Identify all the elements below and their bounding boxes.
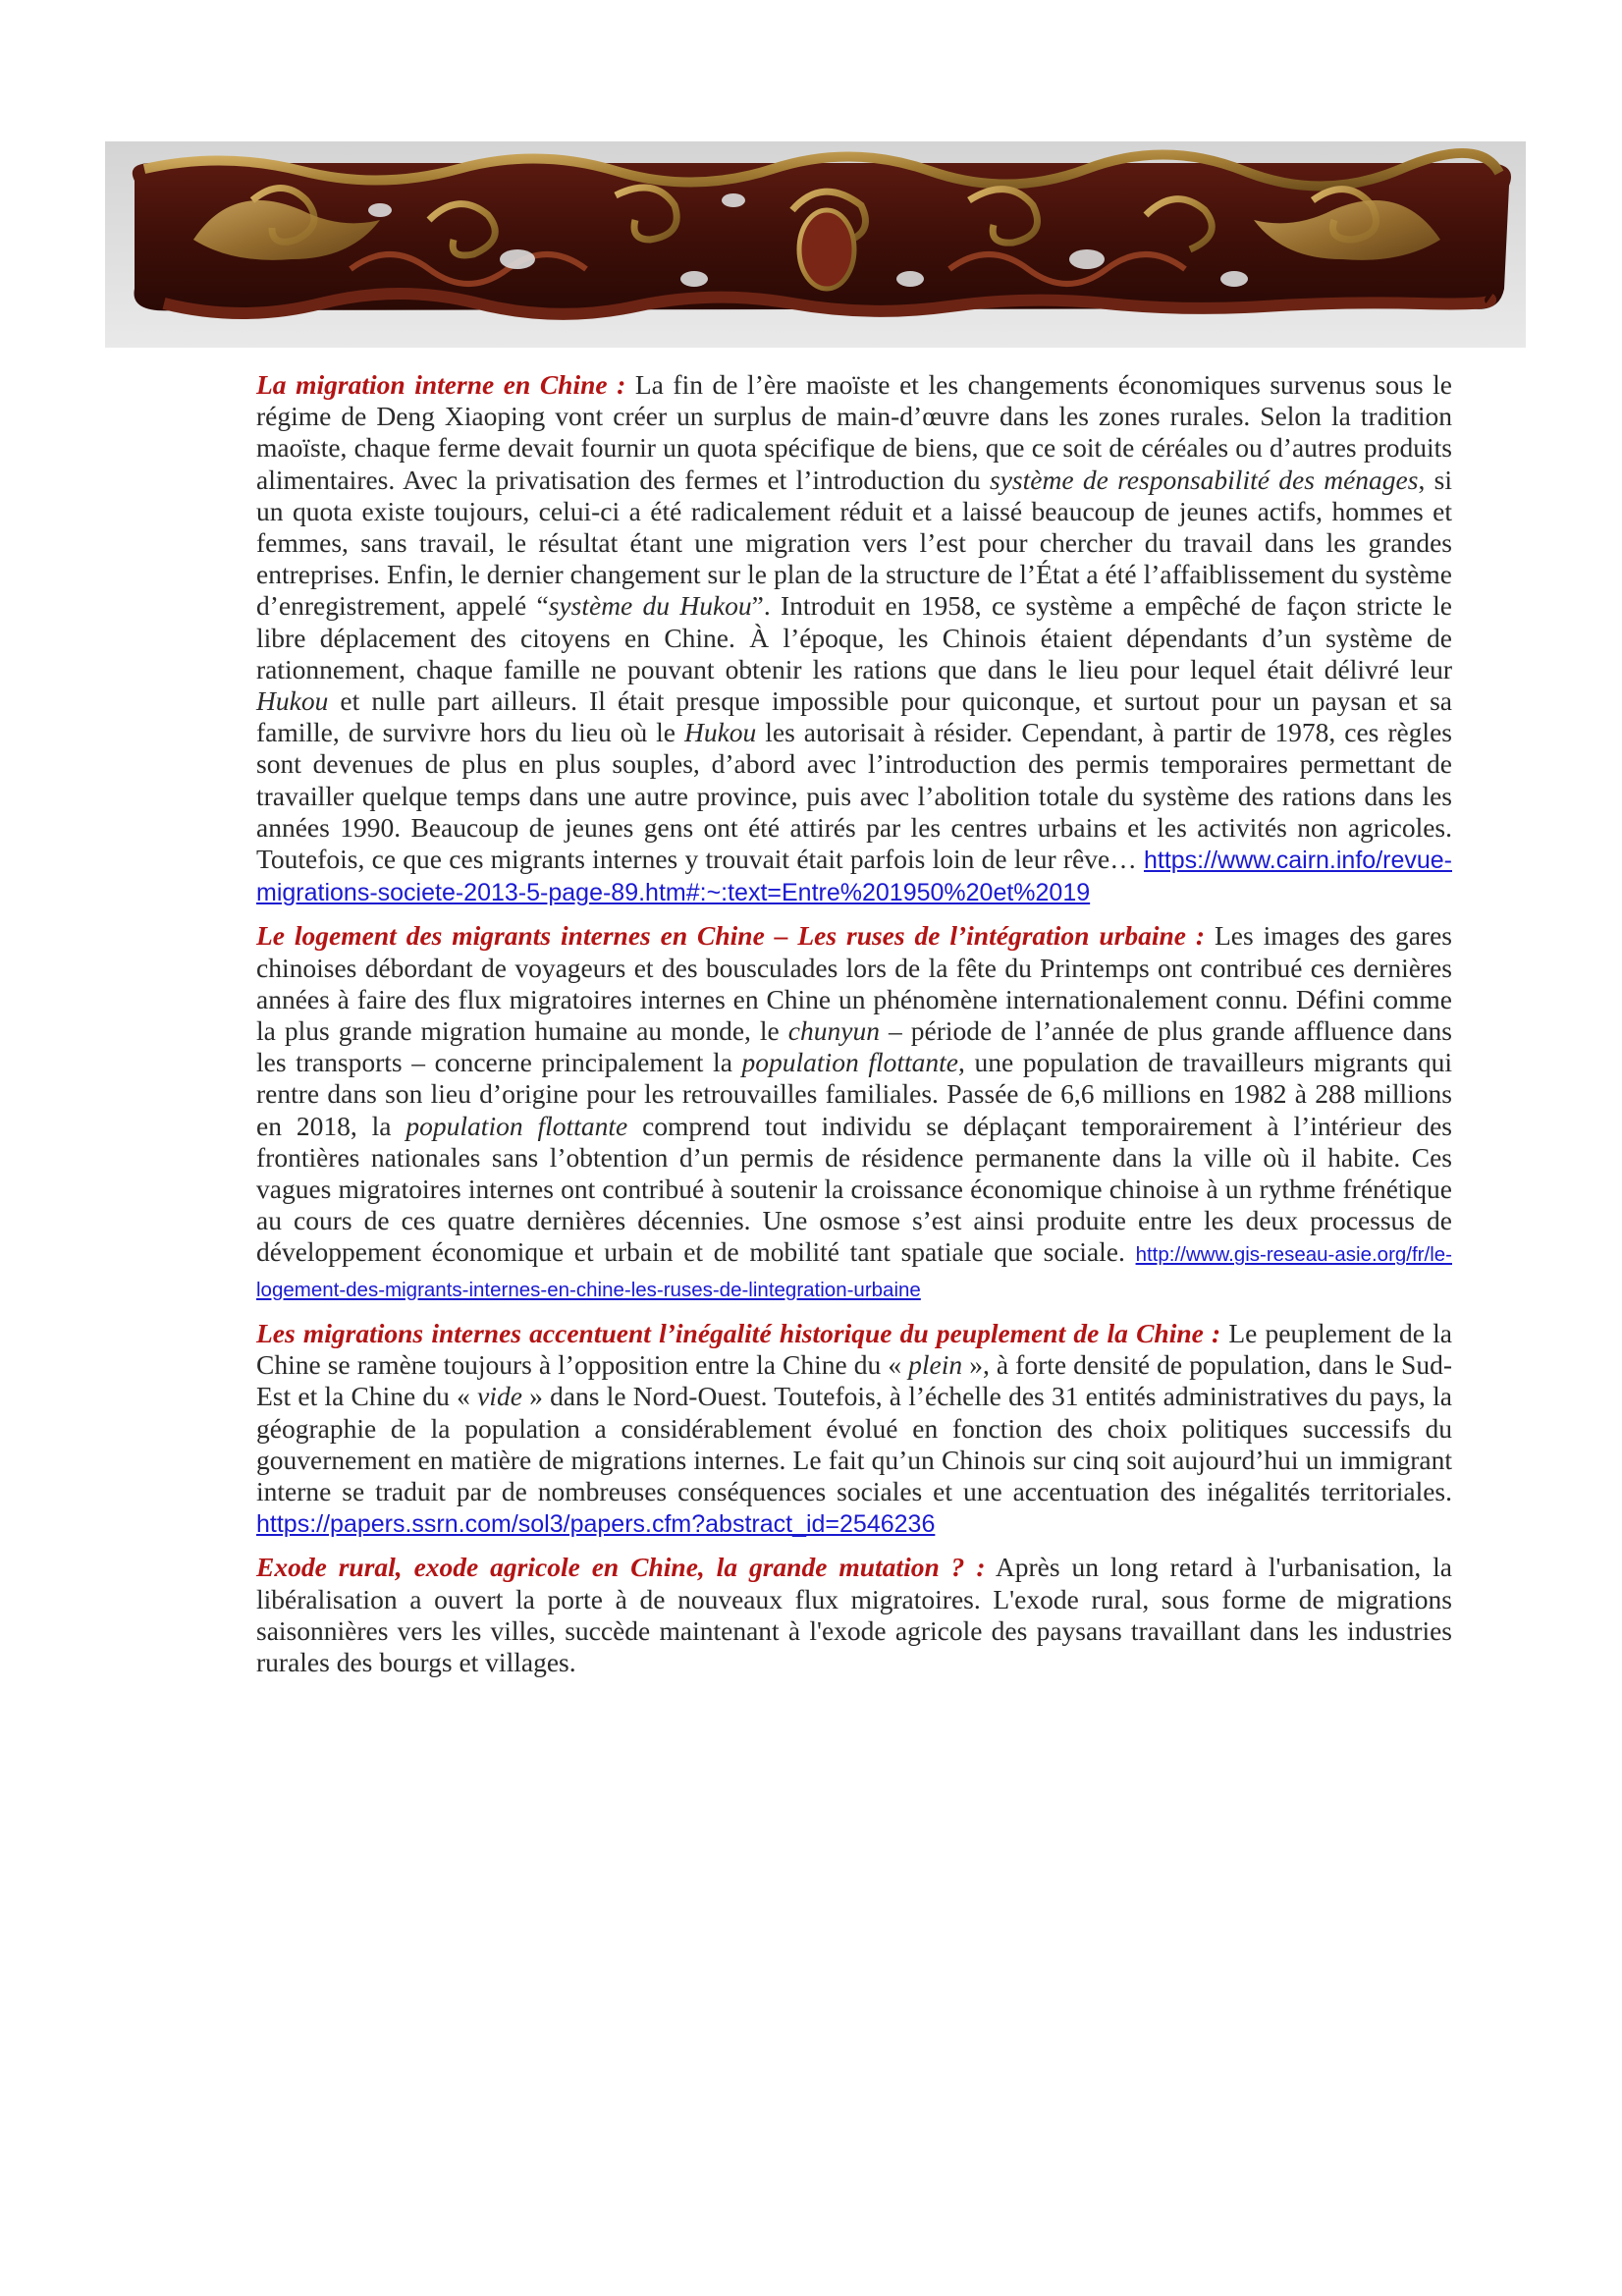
carving-illustration	[105, 141, 1526, 348]
carved-panel-image	[105, 141, 1526, 348]
italic-term: plein	[908, 1349, 963, 1381]
italic-term: population flottante	[406, 1110, 628, 1141]
text: Après un long retard à l'urbanisation, la libéralisation a ouvert la porte à de nouveaux flux migratoires. L'exode rural, sous forme de migrations saisonnières vers les villes, succède maintenant à l'exode agricole des paysans travaillant dans les industries rurales des bourgs et villages.	[256, 1552, 1452, 1677]
italic-term: système du Hukou	[548, 590, 752, 622]
source-link-cairn[interactable]: https://www.cairn.info/revue-migrations-societe-2013-5-page-89.htm#:~:text=Entre%201950%20et%2019	[256, 847, 1452, 907]
italic-term: chunyun	[787, 1015, 880, 1047]
text: et nulle part ailleurs. Il était presque impossible pour quiconque, et surtout pour un paysan et sa famille, de survivre hors du lieu où le	[256, 685, 1452, 748]
text: , une population de travailleurs migrants qui rentre dans son lieu d’origine pour les retrouvailles familiales. Passée de 6,6 millions en 1982 à 288 millions en 2018, la	[256, 1047, 1452, 1141]
text: », à forte densité de population, dans le Sud-Est et la Chine du «	[256, 1349, 1452, 1412]
paragraph-exode-rural	[256, 1552, 1452, 1678]
italic-term: vide	[477, 1381, 522, 1412]
text: ”. Introduit en 1958, ce système a empêché de façon stricte le libre déplacement des citoyens en Chine. À l’époque, les Chinois étaient dépendants d’un système de rationnement, chaque famille ne pouvant obtenir les rations que dans le lieu pour lequel était délivré leur	[256, 590, 1452, 684]
text: » dans le Nord-Ouest. Toutefois, à l’échelle des 31 entités administratives du pays, la géographie de la population a considérablement évolué en fonction des choix politiques successifs du gouvernement en matière de migrations internes. Le fait qu’un Chinois sur cinq soit aujourd’hui un immigrant interne se traduit par de nombreuses conséquences sociales et une accentuation des inégalités territoriales.	[256, 1381, 1452, 1506]
paragraph-logement-migrants	[256, 920, 1452, 1305]
section-heading: Les migrations internes accentuent l’inégalité historique du peuplement de la Chine :	[256, 1317, 1221, 1348]
section-heading: Exode rural, exode agricole en Chine, la grande mutation ? :	[256, 1552, 986, 1583]
text: Le peuplement de la Chine se ramène toujours à l’opposition entre la Chine du «	[256, 1317, 1452, 1381]
italic-term: système de responsabilité des ménages	[990, 464, 1419, 495]
text: Les images des gares chinoises débordant de voyageurs et des bousculades lors de la fête du Printemps ont contribué ces dernières années à faire des flux migratoires internes en Chine un phénomène internationalement connu. Défini comme la plus grande migration humaine au monde, le	[256, 920, 1453, 1047]
text: comprend tout individu se déplaçant temporairement à l’intérieur des frontières nationales sans l’obtention d’un permis de résidence permanente dans la ville où il habite. Ces vagues migratoires internes ont contribué à soutenir la croissance économique chinoise à un rythme frénétique au cours de ces quatre dernières décennies. Une osmose s’est ainsi produite entre les deux processus de développement économique et urbain et de mobilité tant spatiale que sociale.	[256, 1110, 1452, 1268]
text: les autorisait à résider. Cependant, à partir de 1978, ces règles sont devenues de plus en plus souples, d’abord avec l’introduction des permis temporaires permettant de travailler quelque temps dans une autre province, puis avec l’abolition totale du système des rations dans les années 1990. Beaucoup de jeunes gens ont été attirés par les centres urbains et les activités non agricoles. Toutefois, ce que ces migrants internes y trouvait était parfois loin de leur rêve…	[256, 717, 1452, 875]
article-body	[256, 369, 1452, 1686]
section-heading: La migration interne en Chine :	[256, 369, 626, 400]
source-link-gis-reseau-asie[interactable]: http://www.gis-reseau-asie.org/fr/le-logement-des-migrants-internes-en-chine-les-ruses-de-lintegration-urbaine	[256, 1243, 1452, 1301]
paragraph-inegalite-peuplement	[256, 1318, 1452, 1540]
source-link-ssrn[interactable]: https://papers.ssrn.com/sol3/papers.cfm?abstract_id=2546236	[256, 1510, 936, 1539]
italic-term: population flottante	[741, 1047, 958, 1078]
text: La fin de l’ère maoïste et les changements économiques survenus sous le régime de Deng Xiaoping vont créer un surplus de main-d’œuvre dans les zones rurales. Selon la tradition maoïste, chaque ferme devait fournir un quota spécifique de biens, que ce soit de céréales ou d’autres produits alimentaires. Avec la privatisation des fermes et l’introduction du	[256, 369, 1452, 495]
italic-term: Hukou	[683, 717, 757, 748]
paragraph-migration-interne	[256, 369, 1452, 908]
text: , si un quota existe toujours, celui-ci a été radicalement réduit et a laissé beaucoup de jeunes actifs, hommes et femmes, sans travail, le résultat étant une migration vers l’est pour chercher du travail dans les grandes entreprises. Enfin, le dernier changement sur le plan de la structure de l’État a été l’affaiblissement du système d’enregistrement, appelé “	[256, 464, 1453, 622]
section-heading: Le logement des migrants internes en Chine – Les ruses de l’intégration urbaine :	[256, 920, 1206, 952]
text: – période de l’année de plus grande affluence dans les transports – concerne principalement la	[256, 1015, 1452, 1078]
italic-term: Hukou	[256, 685, 329, 717]
